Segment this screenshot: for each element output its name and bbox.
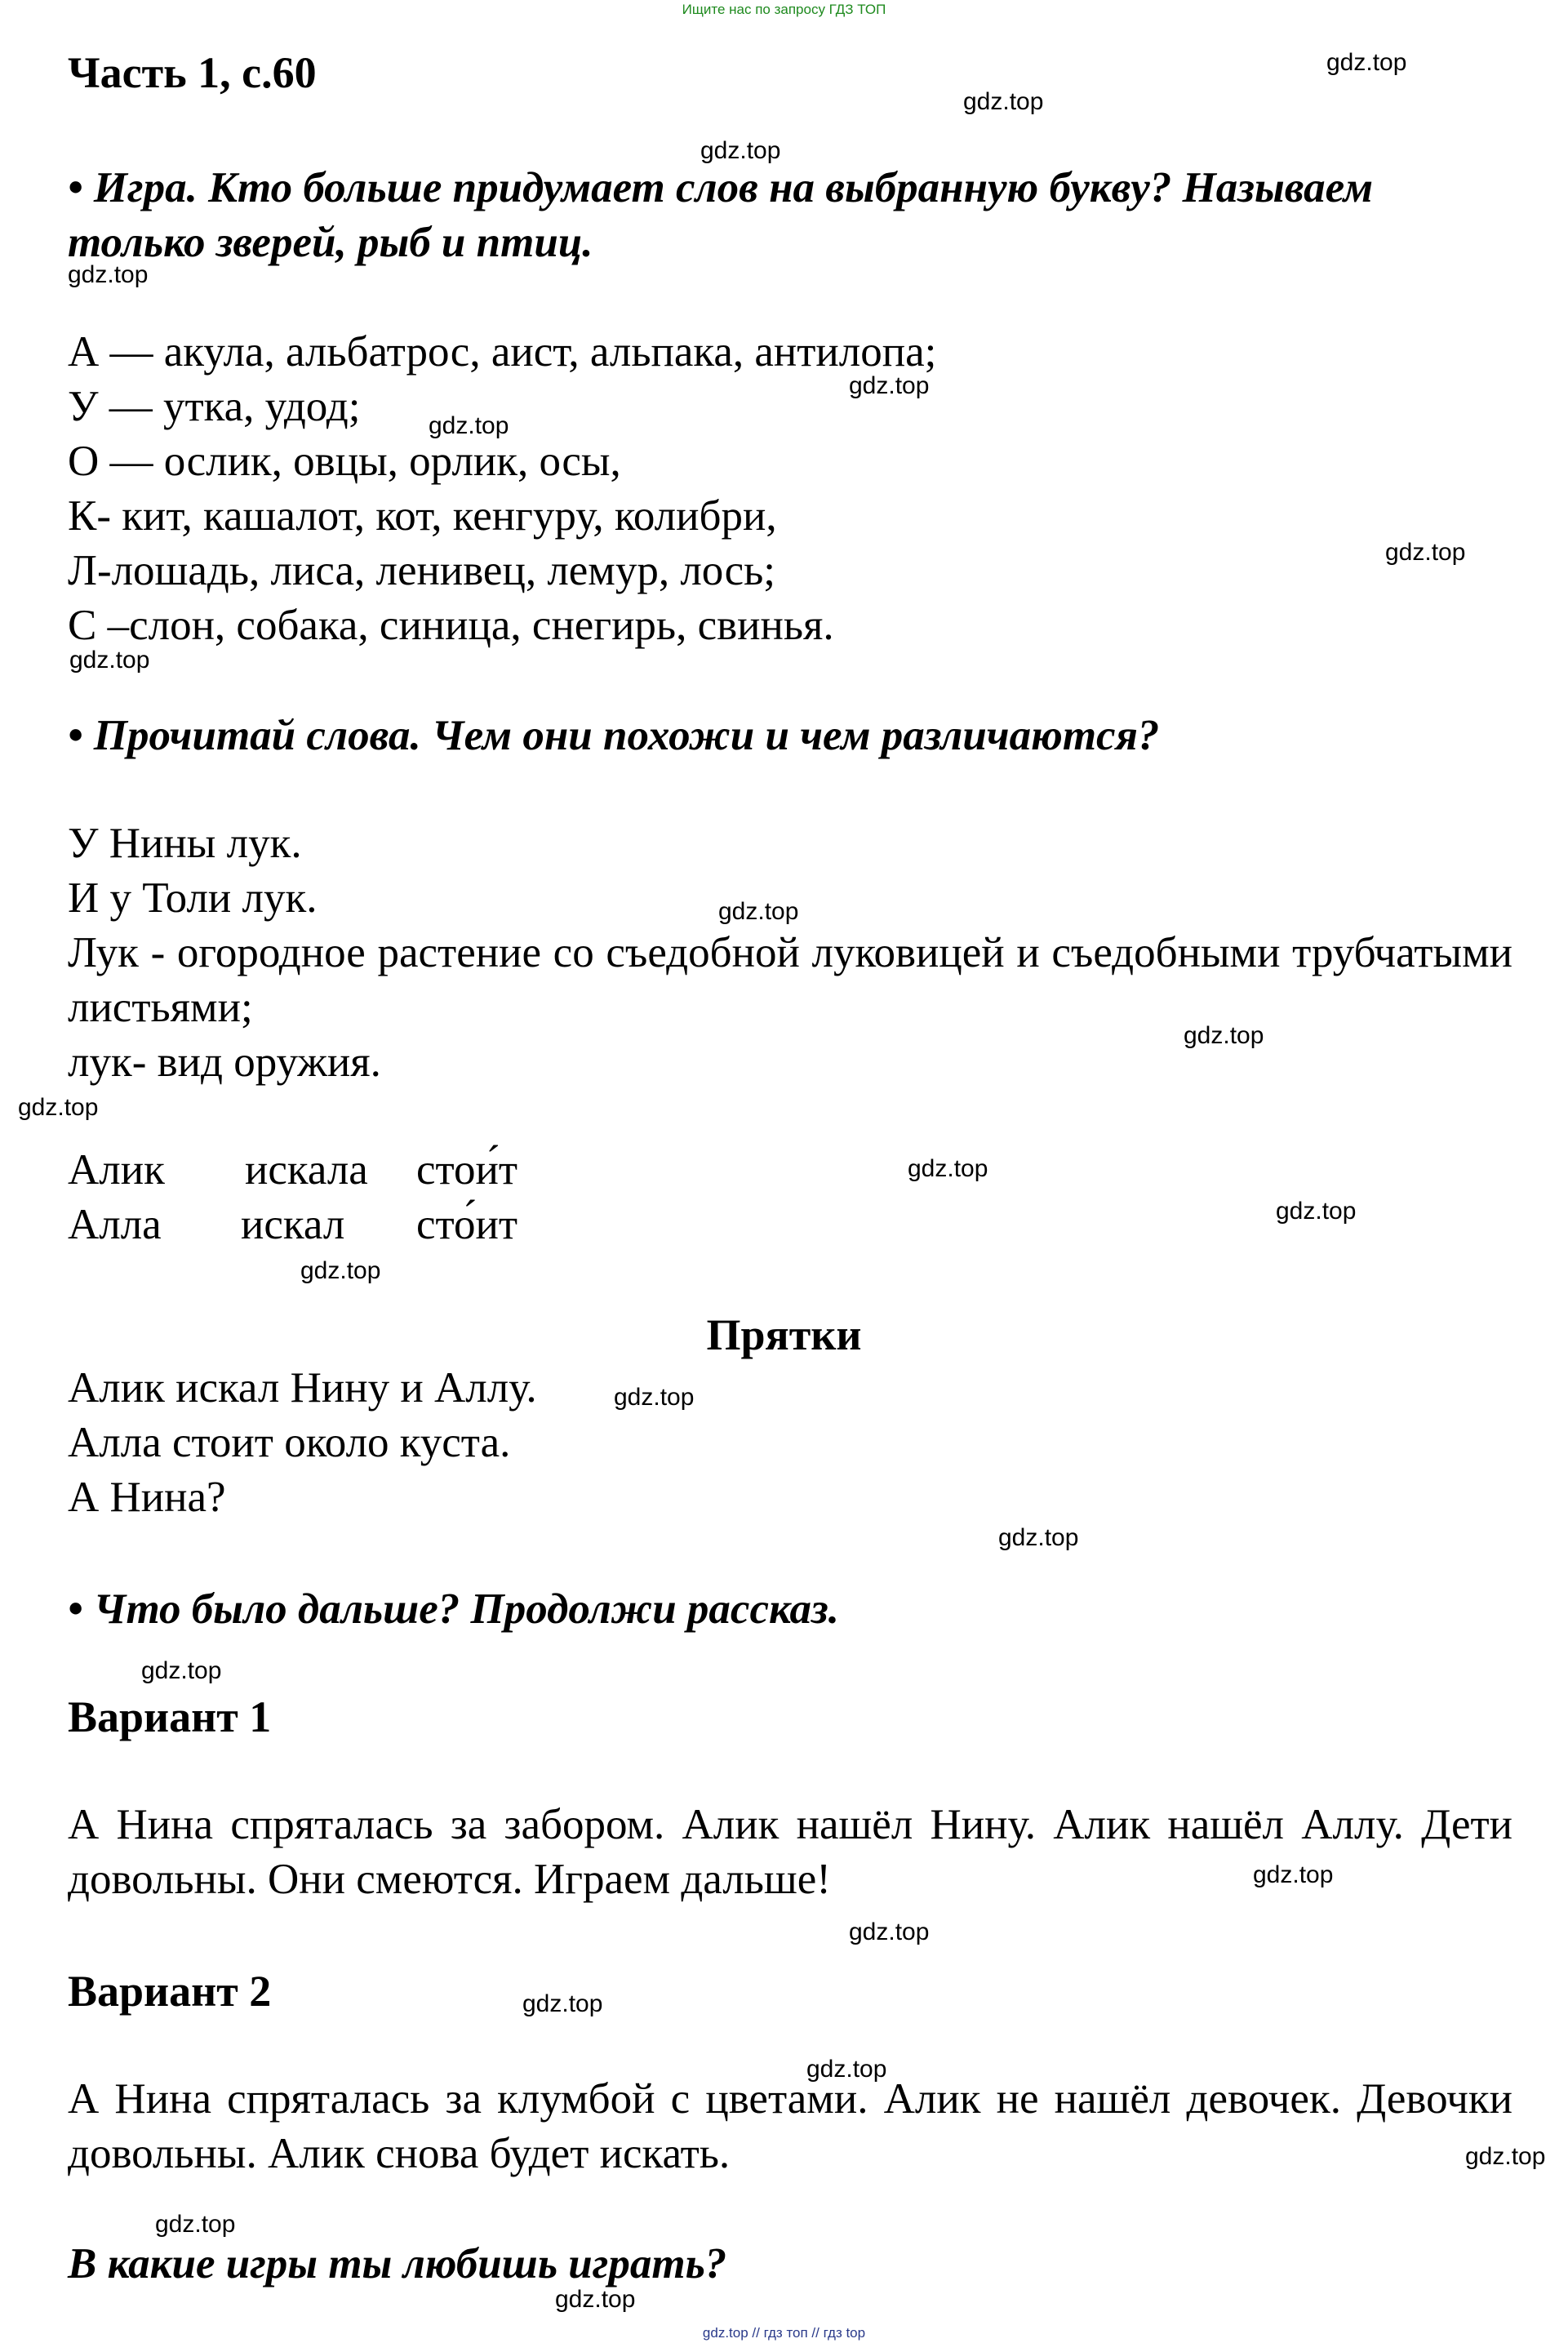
story-line-1: Алик искал Нину и Аллу.: [68, 1364, 537, 1412]
watermark: gdz.top: [700, 137, 781, 164]
final-question: В какие игры ты любишь играть?: [68, 2240, 727, 2288]
luk-definition-2: лук- вид оружия.: [68, 1038, 381, 1086]
variant-2-text: А Нина спряталась за клумбой с цветами. Алик не нашёл девочек. Девочки довольны. Алик снова будет искать.: [68, 2075, 1512, 2177]
top-banner[interactable]: Ищите нас по запросу ГДЗ ТОП: [682, 2, 886, 17]
word-stoit-2: сто́ит: [416, 1201, 518, 1248]
watermark: gdz.top: [522, 1990, 603, 2017]
watermark: gdz.top: [963, 88, 1044, 115]
watermark: gdz.top: [718, 898, 799, 925]
watermark: gdz.top: [300, 1257, 381, 1284]
word-iskala: искала: [245, 1146, 368, 1194]
watermark: gdz.top: [155, 2211, 236, 2238]
story-line-2: Алла стоит около куста.: [68, 1419, 511, 1466]
task-continue-story: • Что было дальше? Продолжи рассказ.: [68, 1585, 839, 1633]
watermark: gdz.top: [1253, 1861, 1334, 1888]
watermark: gdz.top: [18, 1094, 99, 1121]
luk-definition-1: Лук - огородное растение со съедобной луковицей и съедобными трубчатыми листьями;: [68, 929, 1512, 1031]
word-alla: Алла: [68, 1201, 162, 1248]
watermark: gdz.top: [555, 2286, 636, 2313]
letter-line-l: Л-лошадь, лиса, ленивец, лемур, лось;: [68, 547, 776, 594]
watermark: gdz.top: [998, 1524, 1079, 1551]
variant-2-heading: Вариант 2: [68, 1967, 272, 2016]
watermark: gdz.top: [849, 372, 930, 399]
story-line-3: А Нина?: [68, 1474, 226, 1521]
watermark: gdz.top: [68, 261, 149, 288]
watermark: gdz.top: [1465, 2143, 1546, 2170]
luk-line-2: И у Толи лук.: [68, 874, 318, 922]
watermark: gdz.top: [908, 1155, 988, 1182]
watermark: gdz.top: [806, 2056, 887, 2083]
watermark: gdz.top: [1276, 1198, 1357, 1225]
word-stoit-1: стои́т: [416, 1146, 518, 1194]
letter-line-u: У — утка, удод;: [68, 383, 361, 430]
watermark: gdz.top: [614, 1384, 695, 1411]
watermark: gdz.top: [429, 412, 509, 439]
task-read-words: • Прочитай слова. Чем они похожи и чем различаются?: [68, 712, 1160, 759]
watermark: gdz.top: [1184, 1022, 1264, 1049]
footer-links[interactable]: gdz.top // гдз топ // гдз top: [702, 2325, 866, 2341]
letter-line-k: К- кит, кашалот, кот, кенгуру, колибри,: [68, 492, 777, 540]
watermark: gdz.top: [141, 1657, 222, 1684]
letter-line-s: С –слон, собака, синица, снегирь, свинья.: [68, 602, 834, 649]
story-heading: Прятки: [706, 1310, 862, 1359]
watermark: gdz.top: [1326, 49, 1407, 76]
watermark: gdz.top: [69, 647, 150, 674]
variant-1-text: А Нина спряталась за забором. Алик нашёл Нину. Алик нашёл Аллу. Дети довольны. Они смеются. Играем дальше!: [68, 1801, 1512, 1903]
task-game: • Игра. Кто больше придумает слов на выбранную букву? Называем только зверей, рыб и птиц.: [68, 164, 1374, 266]
watermark: gdz.top: [849, 1919, 930, 1945]
variant-1-heading: Вариант 1: [68, 1692, 272, 1741]
word-alik: Алик: [68, 1146, 165, 1194]
word-iskal: искал: [241, 1201, 345, 1248]
watermark: gdz.top: [1385, 539, 1466, 566]
page-title: Часть 1, с.60: [68, 48, 317, 97]
luk-line-1: У Нины лук.: [68, 820, 302, 867]
letter-line-a: А — акула, альбатрос, аист, альпака, антилопа;: [68, 328, 937, 376]
letter-line-o: О — ослик, овцы, орлик, осы,: [68, 438, 621, 485]
